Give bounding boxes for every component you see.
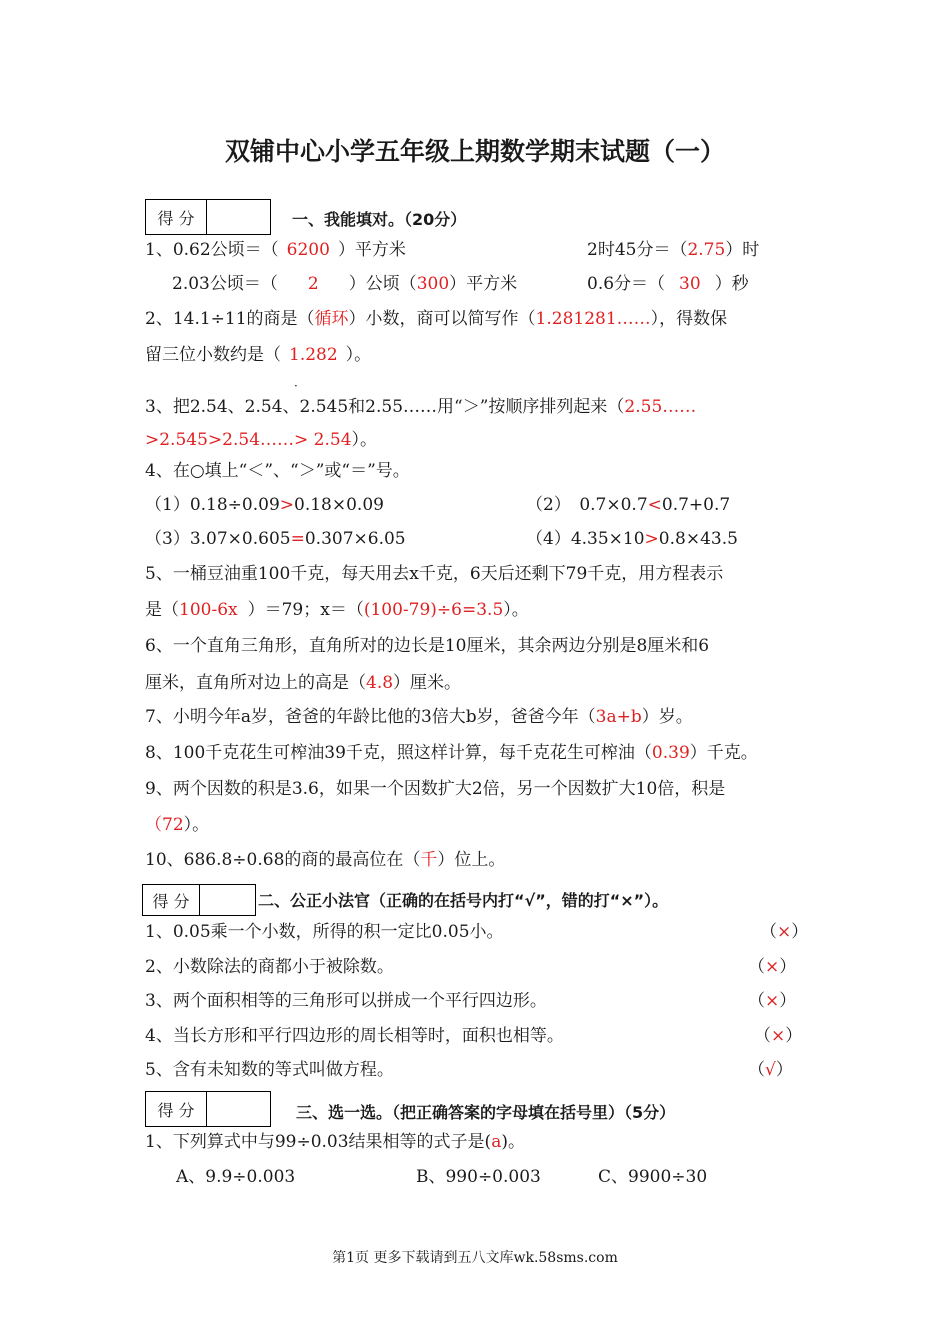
q1-line-2: 2.03公顷＝（ 2 ）公顷（300）平方米	[172, 274, 518, 294]
score-label: 得 分	[146, 1092, 207, 1126]
option-c: C、9900÷30	[598, 1167, 708, 1187]
judge-item-5: 5、含有未知数的等式叫做方程。	[145, 1060, 394, 1080]
q4-part-1: （1）0.18÷0.09>0.18×0.09	[145, 495, 384, 515]
score-box-2	[142, 884, 256, 916]
judge-item-3: 3、两个面积相等的三角形可以拼成一个平行四边形。	[145, 991, 547, 1011]
answer: 72	[162, 815, 184, 835]
page-title: 双铺中心小学五年级上期数学期末试题（一）	[224, 137, 725, 166]
q8: 8、100千克花生可榨油39千克，照这样计算，每千克花生可榨油（0.39）千克。	[145, 743, 758, 763]
answer: 循环	[314, 309, 349, 329]
answer: 100-6x	[179, 600, 238, 620]
section-1-heading: 一、我能填对。（20分）	[292, 210, 467, 229]
q1-line-1b: 2时45分＝（2.75）时	[587, 240, 760, 260]
score-label: 得 分	[143, 885, 200, 915]
page-footer: 第1页 更多下载请到五八文库wk.58sms.com	[332, 1250, 618, 1266]
q10: 10、686.8÷0.68的商的最高位在（千）位上。	[145, 850, 506, 870]
answer: ×	[765, 957, 780, 977]
judge-answer-2: （×）	[748, 957, 797, 977]
answer: 1.281281……	[535, 309, 651, 329]
answer: (100-79)÷6=3.5	[363, 600, 504, 620]
judge-item-4: 4、当长方形和平行四边形的周长相等时，面积也相等。	[145, 1026, 564, 1046]
q2-line-1: 2、14.1÷11的商是（循环）小数，商可以简写作（1.281281……），得数保	[145, 309, 728, 329]
q1-line-2b: 0.6分＝（ 30 ）秒	[587, 274, 749, 294]
judge-item-1: 1、0.05乘一个小数，所得的积一定比0.05小。	[145, 922, 504, 942]
answer: >	[279, 495, 295, 515]
score-blank[interactable]	[207, 1092, 270, 1126]
judge-answer-4: （×）	[754, 1026, 803, 1046]
q2-line-2: 留三位小数约是（ 1.282 ）。	[145, 345, 372, 365]
answer: 6200	[286, 240, 330, 260]
answer: <	[647, 495, 662, 515]
answer: 2	[307, 274, 319, 294]
answer: ×	[777, 922, 792, 942]
q3-line-1: 3、把2.54、2.54、2.545和2.55……用“＞”按顺序排列起来（2.55……	[145, 397, 697, 417]
score-box-1	[145, 199, 271, 235]
q9-line-2: （72）。	[145, 815, 210, 835]
section-2-heading: 二、公正小法官（正确的在括号内打“√”，错的打“×”）。	[258, 891, 669, 910]
option-b: B、990÷0.003	[416, 1167, 541, 1187]
answer: =	[290, 529, 305, 549]
q4-part-4: （4）4.35×10>0.8×43.5	[526, 529, 738, 549]
answer: 0.39	[651, 743, 690, 763]
q9-line-1: 9、两个因数的积是3.6，如果一个因数扩大2倍，另一个因数扩大10倍，积是	[145, 779, 726, 799]
q6-line-1: 6、一个直角三角形，直角所对的边长是10厘米，其余两边分别是8厘米和6	[145, 636, 710, 656]
option-a: A、9.9÷0.003	[176, 1167, 296, 1187]
score-label: 得 分	[146, 200, 207, 234]
answer: 2.55……	[624, 397, 697, 417]
score-blank[interactable]	[200, 885, 255, 915]
answer: ×	[765, 991, 780, 1011]
answer: 30	[679, 274, 701, 294]
q4-part-3: （3）3.07×0.605=0.307×6.05	[145, 529, 406, 549]
q4-text: 4、在○填上“＜”、“＞”或“＝”号。	[145, 461, 410, 481]
judge-answer-1: （×）	[760, 922, 809, 942]
answer: 3a+b	[595, 707, 642, 727]
judge-answer-3: （×）	[748, 991, 797, 1011]
answer: >2.545>2.54……> 2.54	[145, 430, 352, 450]
choice-q1: 1、下列算式中与99÷0.03结果相等的式子是(a)。	[145, 1132, 525, 1152]
answer: 300	[416, 274, 450, 294]
answer: 1.282	[289, 345, 338, 365]
answer: 4.8	[366, 673, 394, 693]
q5-line-1: 5、一桶豆油重100千克，每天用去x千克，6天后还剩下79千克，用方程表示	[145, 564, 724, 584]
q1-line-1: 1、0.62公顷＝（ 6200 ）平方米	[145, 240, 406, 260]
repeat-dot: ·	[294, 379, 298, 393]
q7: 7、小明今年a岁，爸爸的年龄比他的3倍大b岁，爸爸今年（3a+b）岁。	[145, 707, 693, 727]
answer: 千	[420, 850, 438, 870]
answer: 2.75	[687, 240, 726, 260]
answer: >	[644, 529, 659, 549]
score-box-3	[145, 1091, 271, 1127]
q6-line-2: 厘米，直角所对边上的高是（4.8）厘米。	[145, 673, 462, 693]
q3-line-2: >2.545>2.54……> 2.54）。	[145, 430, 378, 450]
q4-part-2: （2） 0.7×0.7<0.7+0.7	[526, 495, 731, 515]
answer: a	[491, 1132, 502, 1152]
score-blank[interactable]	[207, 200, 270, 234]
answer: √	[765, 1060, 776, 1080]
answer: ×	[771, 1026, 786, 1046]
judge-answer-5: （√）	[748, 1060, 793, 1080]
q5-line-2: 是（100-6x ）＝79；x＝（(100-79)÷6=3.5）。	[145, 600, 529, 620]
section-3-heading: 三、选一选。（把正确答案的字母填在括号里）（5分）	[296, 1103, 676, 1122]
judge-item-2: 2、小数除法的商都小于被除数。	[145, 957, 394, 977]
